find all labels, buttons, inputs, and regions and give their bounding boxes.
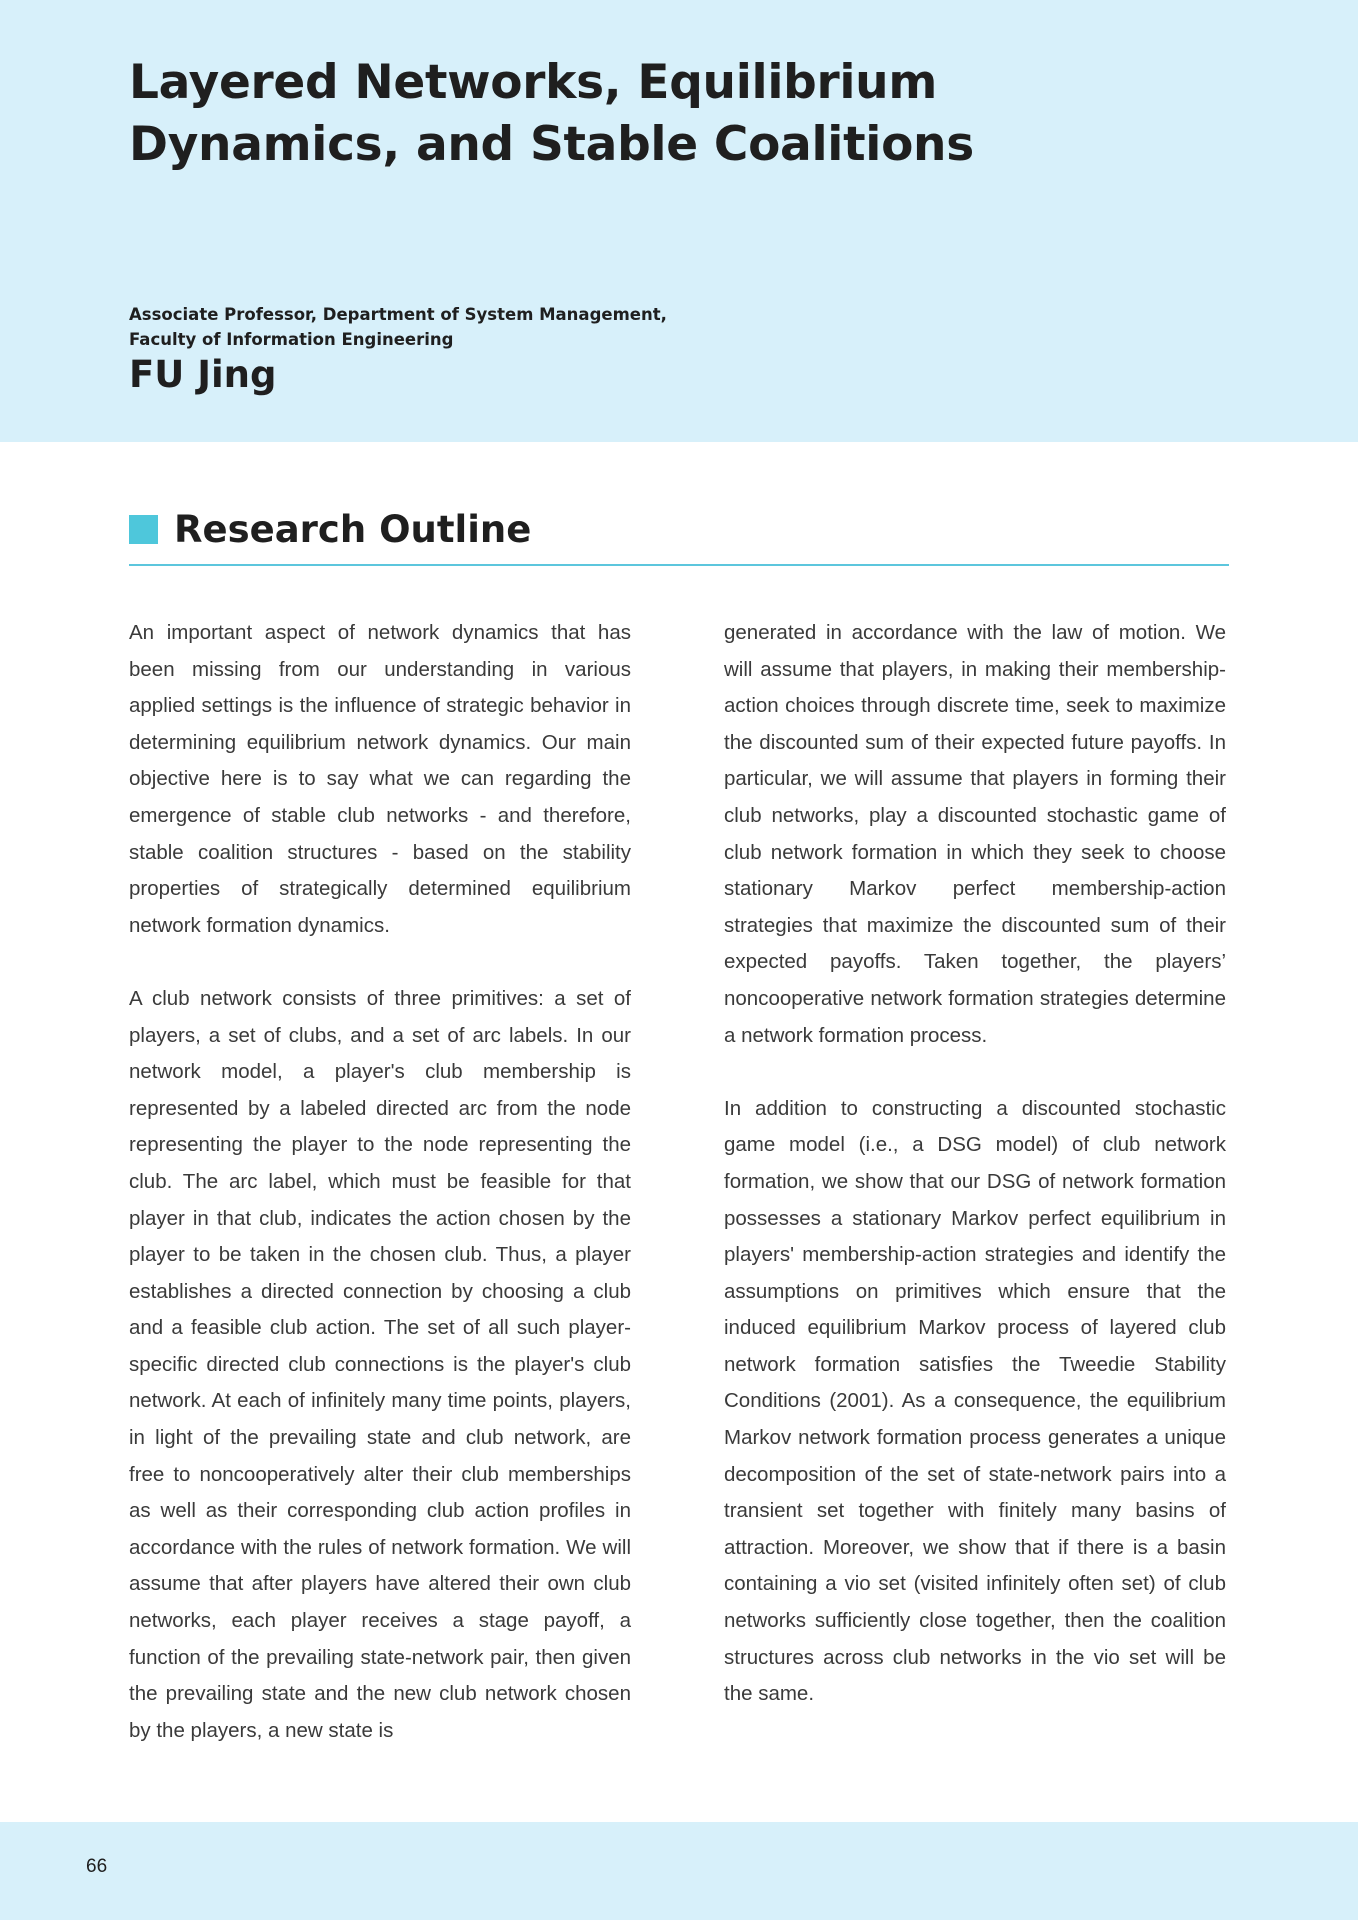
section-title: Research Outline — [174, 508, 532, 551]
right-paragraph-2: In addition to constructing a discounted stochastic game model (i.e., a DSG model) of club network formation, we show that our DSG of network formation possesses a stationary Markov perfect equilibrium in players' membership-action strategies and identify the assumptions on primitives which ensure that the induced equilibrium Markov process of layered club network formation satisfies the Tweedie Stability Conditions (2001). As a consequence, the equilibrium Markov network formation process generates a unique decomposition of the set of state-network pairs into a transient set together with finitely many basins of attraction. Moreover, we show that if there is a basin containing a vio set (visited infinitely often set) of club networks sufficiently close together, then the coalition structures across club networks in the vio set will be the same. — [724, 1096, 1226, 1706]
left-column — [129, 615, 631, 1749]
author-affiliation — [129, 302, 829, 352]
left-paragraph-1: An important aspect of network dynamics that has been missing from our understanding in various applied settings is the influence of strategic behavior in determining equilibrium network dynamics. Our main objective here is to say what we can regarding the emergence of stable club networks - and therefore, stable coalition structures - based on the stability properties of strategically determined equilibrium network formation dynamics. — [129, 621, 631, 937]
section-divider — [129, 564, 1229, 566]
section-heading — [129, 505, 1229, 567]
footer-band — [0, 1822, 1358, 1920]
left-paragraph-2: A club network consists of three primitives: a set of players, a set of clubs, and a set of arc labels. In our network model, a player's club membership is represented by a labeled directed arc from the node representing the player to the node representing the club. The arc label, which must be feasible for that player in that club, indicates the action chosen by the player to be taken in the chosen club. Thus, a player establishes a directed connection by choosing a club and a feasible club action. The set of all such player-specific directed club connections is the player's club network. At each of infinitely many time points, players, in light of the prevailing state and club network, are free to noncooperatively alter their club memberships as well as their corresponding club action profiles in accordance with the rules of network formation. We will assume that after players have altered their own club networks, each player receives a stage payoff, a function of the prevailing state-network pair, then given the prevailing state and the new club network chosen by the players, a new state is — [129, 986, 631, 1742]
affiliation-line-2: Faculty of Information Engineering — [129, 330, 454, 349]
page-number: 66 — [86, 1856, 108, 1877]
section-marker-icon — [129, 515, 158, 544]
right-paragraph-1: generated in accordance with the law of motion. We will assume that players, in making their membership-action choices through discrete time, seek to maximize the discounted sum of their expected future payoffs. In particular, we will assume that players in forming their club networks, play a discounted stochastic game of club network formation in which they seek to choose stationary Markov perfect membership-action strategies that maximize the discounted sum of their expected payoffs. Taken together, the players’ noncooperative network formation strategies determine a network formation process. — [724, 621, 1226, 1047]
article-title: Layered Networks, Equilibrium Dynamics, and Stable Coalitions — [129, 55, 974, 172]
right-column — [724, 615, 1226, 1713]
affiliation-line-1: Associate Professor, Department of System Management, — [129, 305, 667, 324]
header-band — [0, 0, 1358, 442]
author-name: FU Jing — [129, 353, 277, 396]
